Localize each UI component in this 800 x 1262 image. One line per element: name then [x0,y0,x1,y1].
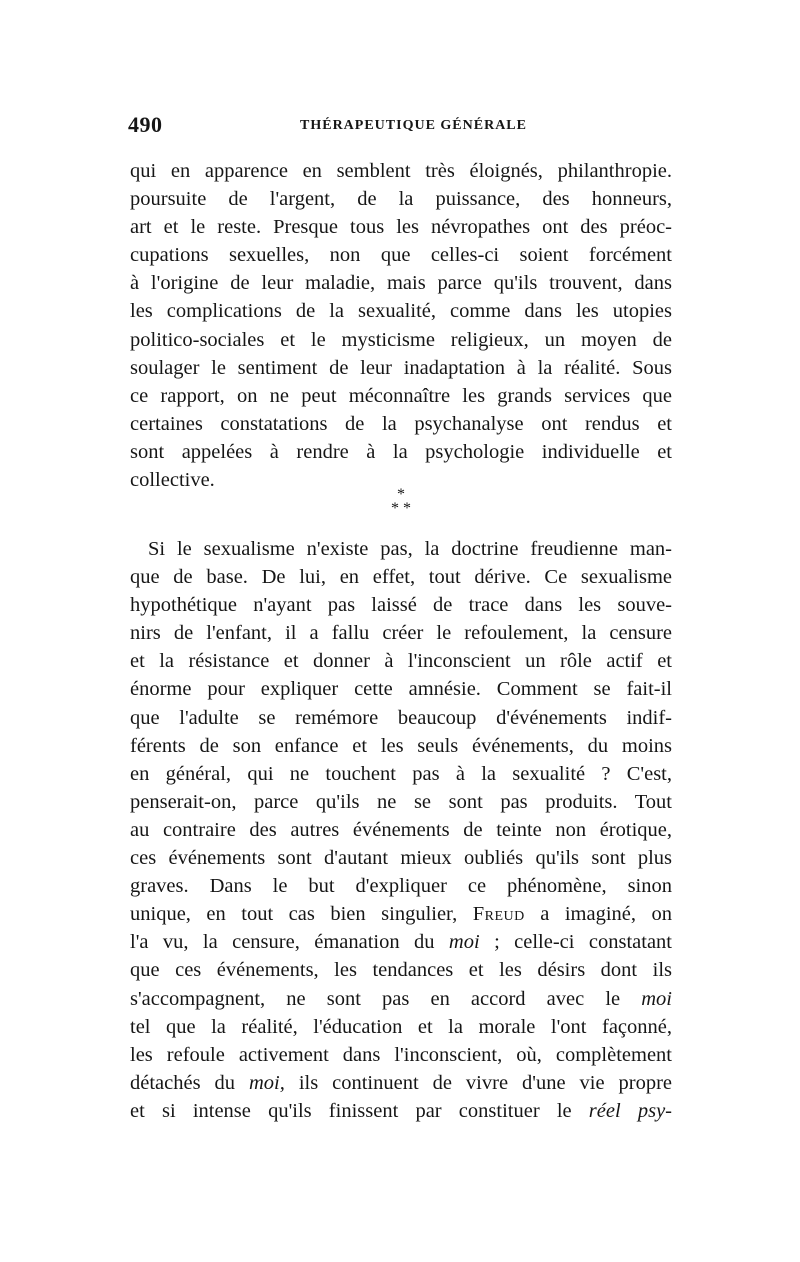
text-line: tel que la réalité, l'éducation et la morale l'ont façonné, [130,1015,672,1038]
text-line [130,928,672,956]
text-run: ils continuent de vivre d'une vie propre [284,1071,672,1094]
text-line: soulager le sentiment de leur inadaptation à la réalité. Sous [130,356,672,379]
text-line: qui en apparence en semblent très éloignés, philanthropie. [130,160,672,182]
text-line: et la résistance et donner à l'inconscient un rôle actif et [130,650,672,673]
text-run: unique, en tout cas bien singulier, [130,903,473,926]
page-number: 490 [128,112,163,137]
text-run: a imaginé, on [524,903,672,926]
text-line: sont appelées à rendre à la psychologie individuelle et [130,440,672,463]
italic-term-moi: moi [641,987,672,1010]
text-run: s'accompagnent, ne sont pas en accord avec le [130,987,642,1010]
text-line: au contraire des autres événements de teinte non érotique, [130,818,672,841]
text-line: politico-sociales et le mysticisme religieux, un moyen de [130,328,672,351]
text-run: détachés du [130,1071,249,1094]
text-line: en général, qui ne touchent pas à la sexualité ? C'est, [130,762,672,785]
text-run: l'a vu, la censure, émanation du [130,931,449,954]
text-line: art et le reste. Presque tous les névropathes ont des préoc- [130,216,672,239]
text-line: collective. [130,469,215,492]
author-name-freud: Freud [472,903,525,926]
page-header [128,112,674,142]
text-line: que ces événements, les tendances et les désirs dont ils [130,959,672,982]
italic-term-moi: moi, [248,1071,285,1094]
text-line: penserait-on, parce qu'ils ne se sont pas produits. Tout [130,790,672,813]
text-line: ces événements sont d'autant mieux oubliés qu'ils sont plus [130,847,672,870]
text-line: que de base. De lui, en effet, tout dérive. Ce sexualisme [130,566,672,589]
text-run: et si intense qu'ils finissent par constituer le [130,1099,589,1122]
text-line: les complications de la sexualité, comme dans les utopies [130,300,672,323]
italic-term-reel-psy: réel psy- [588,1099,672,1122]
text-line: hypothétique n'ayant pas laissé de trace dans les souve- [130,594,672,617]
section-ornament [381,488,421,524]
ornament-bottom-asterisks: * * [391,500,411,517]
text-line [130,1069,672,1097]
paragraph-2 [130,535,672,1125]
text-line [130,1097,672,1125]
text-line [130,900,672,928]
text-line: poursuite de l'argent, de la puissance, des honneurs, [130,188,672,211]
text-line: les refoule activement dans l'inconscient, où, complètement [130,1043,672,1066]
running-title: THÉRAPEUTIQUE GÉNÉRALE [300,118,527,133]
text-line [130,985,672,1013]
text-line: Si le sexualisme n'existe pas, la doctrine freudienne man- [148,538,672,560]
text-line: énorme pour expliquer cette amnésie. Comment se fait-il [130,678,672,701]
text-line: férents de son enfance et les seuls événements, du moins [130,734,672,757]
paragraph-1 [130,157,672,494]
text-run: ; celle-ci constatant [479,931,672,954]
ornament-top-asterisk: * [397,486,405,503]
text-line: nirs de l'enfant, il a fallu créer le refoulement, la censure [130,622,672,645]
text-line: cupations sexuelles, non que celles-ci soient forcément [130,244,672,267]
text-line: certaines constatations de la psychanalyse ont rendus et [130,412,672,435]
text-line: que l'adulte se remémore beaucoup d'événements indif- [130,706,672,729]
text-line: graves. Dans le but d'expliquer ce phénomène, sinon [130,875,672,898]
text-line: à l'origine de leur maladie, mais parce qu'ils trouvent, dans [130,272,672,295]
text-line: ce rapport, on ne peut méconnaître les grands services que [130,384,672,407]
italic-term-moi: moi [448,931,480,954]
